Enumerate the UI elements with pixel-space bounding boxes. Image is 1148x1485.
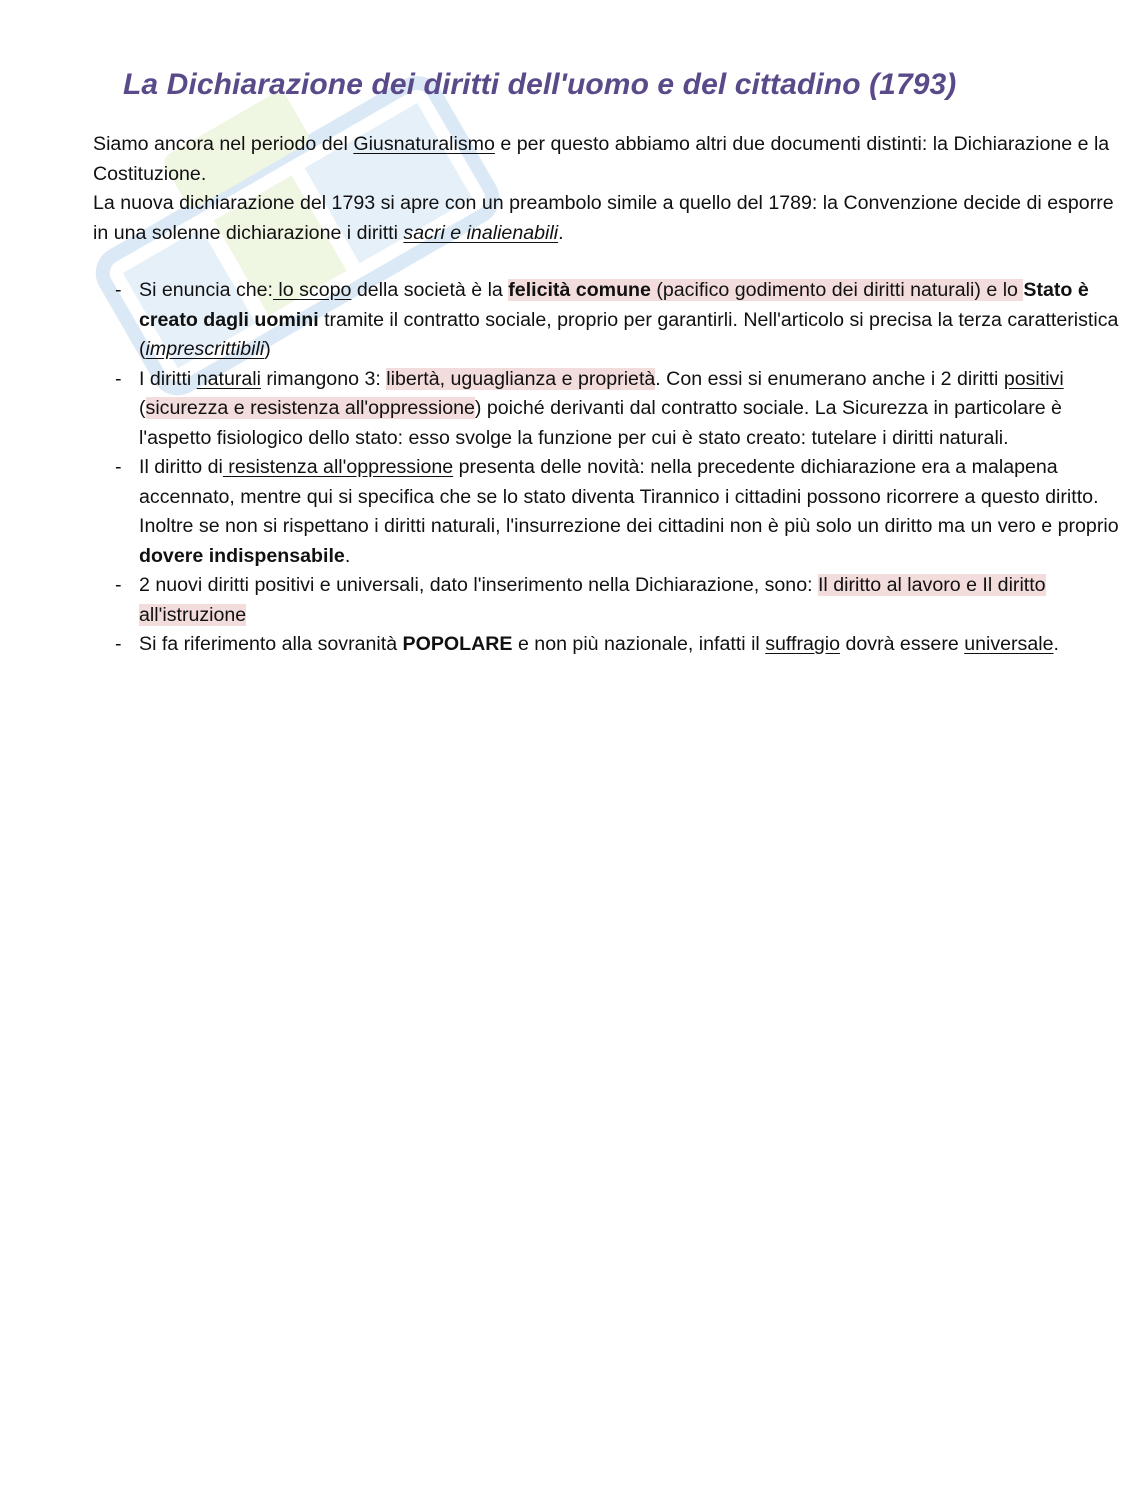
- text: rimangono 3:: [260, 367, 387, 390]
- text: I diritti: [139, 367, 197, 390]
- text: Si fa riferimento alla sovranità: [139, 633, 403, 655]
- term-universale: universale: [964, 633, 1054, 655]
- text: Il diritto di: [139, 456, 223, 478]
- text: presenta delle novità: nella precedente dichiarazione era a malapena accennato, mentre qui si specifica che se lo stato diventa Tirannico i cittadini possono ricorrere a questo diritto. Inoltre se non si rispettano i diritti naturali, l'insurrezione dei cittadini non è più solo un diritto ma un vero e proprio: [139, 456, 1119, 537]
- list-item: [93, 365, 1138, 454]
- page-title: La Dichiarazione dei diritti dell'uomo e del cittadino (1793): [123, 68, 957, 101]
- term-lo-scopo: lo scopo: [272, 279, 352, 301]
- term-diritto-lavoro-istruzione: Il diritto al lavoro e Il diritto all'istruzione: [139, 574, 1046, 626]
- term-popolare: POPOLARE: [402, 633, 513, 655]
- term-stato-creato: Stato è creato dagli uomini: [139, 279, 1089, 331]
- text: 2 nuovi diritti positivi e universali, dato l'inserimento nella Dichiarazione, sono:: [139, 574, 818, 596]
- text: ) poiché derivanti dal contratto sociale. La Sicurezza in particolare è l'aspetto fisiologico dello stato: esso svolge la funzione per cui è stato creato: tutelare i diritti naturali.: [139, 397, 1062, 449]
- term-felicita-comune: felicità comune: [508, 279, 651, 301]
- intro-section: [93, 130, 1133, 248]
- intro-text: La nuova dichiarazione del 1793 si apre con un preambolo simile a quello del 1789: la Convenzione decide di esporre in una solenne dichiarazione i diritti: [93, 192, 1114, 244]
- term-imprescrittibili: imprescrittibili: [145, 338, 265, 360]
- text: tramite il contratto sociale, proprio per garantirli. Nell'articolo si precisa la terza caratteristica (: [139, 308, 1119, 360]
- text: Si enuncia che:: [139, 279, 273, 301]
- bullet-marker: -: [115, 574, 122, 596]
- text: e non più nazionale, infatti il: [512, 633, 766, 655]
- list-item: [93, 276, 1138, 365]
- term-suffragio: suffragio: [765, 633, 841, 655]
- term-sicurezza-resistenza: sicurezza e resistenza all'oppressione: [145, 397, 475, 419]
- bullet-marker: -: [115, 633, 122, 655]
- intro-paragraph-2: [93, 189, 1133, 248]
- term-resistenza-oppressione: resistenza all'oppressione: [222, 456, 454, 478]
- term-naturali: naturali: [196, 367, 261, 390]
- intro-text: e per questo abbiamo altri due documenti distinti: la Dichiarazione e la Costituzione.: [93, 133, 1110, 185]
- text: ): [264, 338, 271, 360]
- text: (: [139, 397, 146, 419]
- bullet-marker: -: [115, 456, 122, 478]
- intro-paragraph-1: [93, 130, 1133, 189]
- text: . Con essi si enumerano anche i 2 diritti: [655, 367, 1004, 390]
- term-sacri-inalienabili: sacri e inalienabili: [403, 221, 559, 244]
- list-item: [93, 453, 1138, 571]
- text: dovrà essere: [840, 633, 965, 655]
- intro-text: Siamo ancora nel periodo del: [93, 133, 354, 155]
- term-positivi: positivi: [1003, 367, 1064, 390]
- list-item: [93, 571, 1138, 630]
- bullet-list: [93, 276, 1138, 660]
- text: .: [1053, 633, 1059, 655]
- text-highlight: (pacifico godimento dei diritti naturali) e lo: [650, 279, 1024, 301]
- bullet-marker: -: [115, 279, 122, 301]
- intro-text: .: [558, 221, 564, 244]
- bullet-marker: -: [115, 367, 122, 390]
- term-liberta-uguaglianza: libertà, uguaglianza e proprietà: [386, 367, 656, 390]
- list-item: [93, 630, 1138, 660]
- term-giusnaturalismo: Giusnaturalismo: [353, 133, 495, 155]
- text: della società è la: [351, 279, 509, 301]
- term-dovere-indispensabile: dovere indispensabile: [139, 544, 345, 567]
- text: .: [344, 544, 351, 567]
